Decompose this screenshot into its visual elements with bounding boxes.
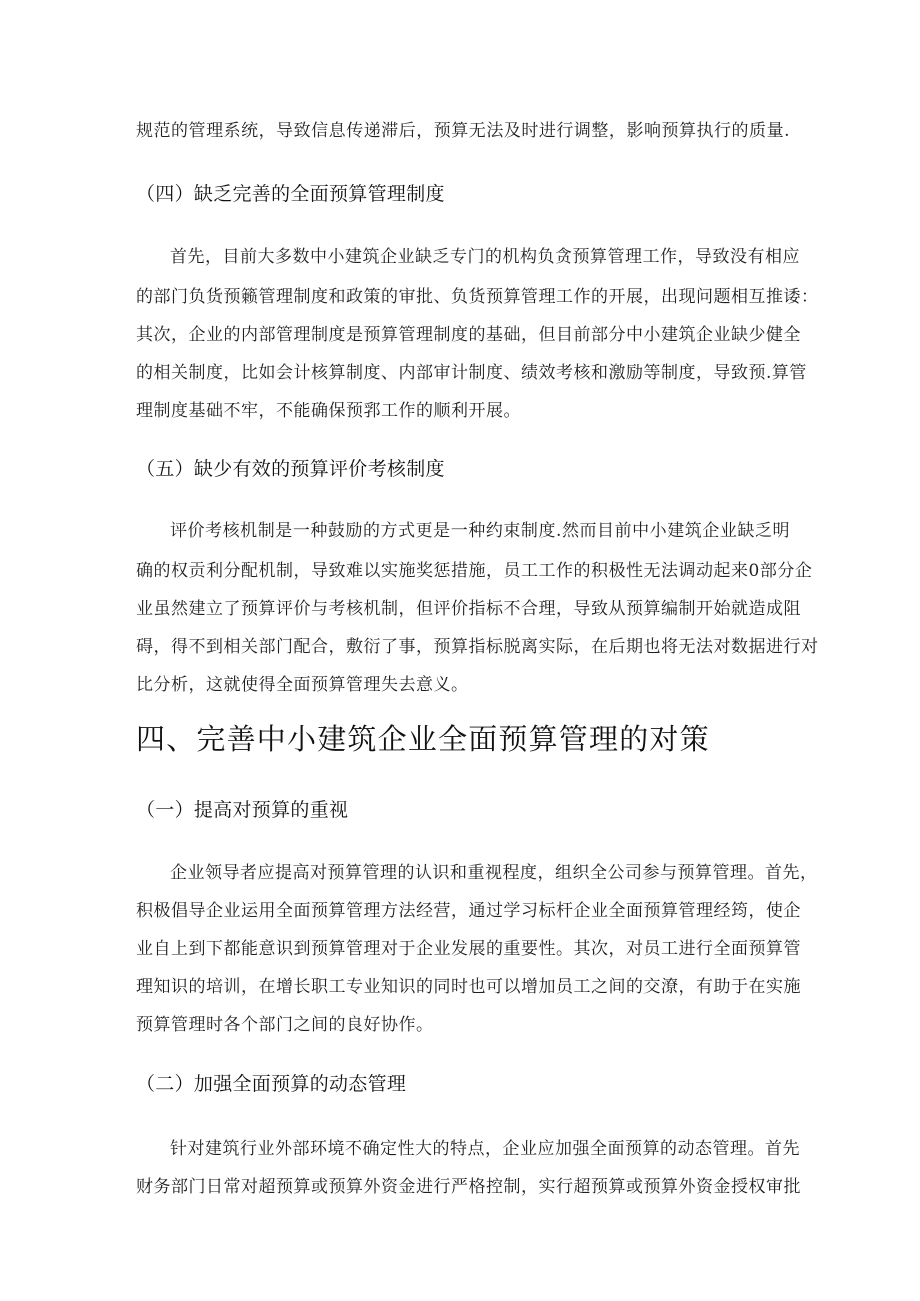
intro-paragraph-line: 规范的管理系统，导致信息传递滞后，预算无法及时进行调整，影响预算执行的质量. (136, 121, 790, 141)
strategy-1-paragraph-line: 企业领导者应提高对预算管理的认识和重视程度，组织全公司参与预算管理。首先， (170, 863, 818, 883)
paragraph-4-line: 理制度基础不牢，不能确保预郛工作的顺利开展。 (136, 401, 521, 421)
paragraph-5-line: 评价考核机制是一种鼓励的方式更是一种约束制度.然而目前中小建筑企业缺乏明 (170, 521, 790, 541)
paragraph-4-line: 其次，企业的内部管理制度是预算管理制度的基础，但目前部分中小建筑企业缺少健全 (136, 325, 801, 345)
subheading-strategy-1: （一）提高对预算的重视 (136, 799, 349, 821)
section-title: 四、完善中小建筑企业全面预算管理的对策 (136, 722, 710, 756)
paragraph-5-line: 比分析，这就使得全面预算管理失去意义。 (136, 675, 469, 695)
paragraph-5-line: 业虽然建立了预算评价与考核机制，但评价指标不合理，导致从预算编制开始就造成阻 (136, 599, 801, 619)
strategy-1-paragraph-line: 预算管理时各个部门之间的良好协作。 (136, 1015, 434, 1035)
strategy-1-paragraph-line: 积极倡导企业运用全面预算管理方法经营，通过学习标杆企业全面预算管理经筠，使企 (136, 901, 801, 921)
strategy-1-paragraph-line: 理知识的培训，在增长职工专业知识的同时也可以增加员工之间的交潦，有助于在实施 (136, 977, 801, 997)
paragraph-5-line: 碍，得不到相关部门配合，敷衍了事，预算指标脱离实际，在后期也将无法对数据进行对 (136, 637, 819, 657)
subheading-strategy-2: （二）加强全面预算的动态管理 (136, 1073, 407, 1095)
strategy-1-paragraph-line: 业自上到下都能意识到预算管理对于企业发展的重要性。其次，对员工进行全面预算管 (136, 939, 801, 959)
paragraph-4-line: 的相关制度，比如会计核算制度、内部审计制度、绩效考核和激励等制度，导致预.算管 (136, 363, 807, 383)
subheading-5: （五）缺少有效的预算评价考核制度 (136, 458, 445, 480)
subheading-4: （四）缺乏完善的全面预算管理制度 (136, 183, 445, 205)
strategy-2-paragraph-line: 财务部门日常对超预算或预算外资金进行严格控制，实行超预算或预算外资金授权审批 (136, 1177, 801, 1197)
paragraph-5-line: 确的权贡利分配机制，导致难以实施奖惩措施，员工工作的积极性无法调动起来0部分企 (136, 561, 813, 581)
strategy-2-paragraph-line: 针对建筑行业外部环境不确定性大的特点，企业应加强全面预算的动态管理。首先 (170, 1139, 800, 1159)
paragraph-4-line: 首先，目前大多数中小建筑企业缺乏专门的机构负贪预算管理工作，导致没有相应 (170, 247, 800, 267)
paragraph-4-line: 的部门负货预籁管理制度和政策的审批、负货预算管理工作的开展，出现问题相互推诿： (136, 287, 819, 307)
